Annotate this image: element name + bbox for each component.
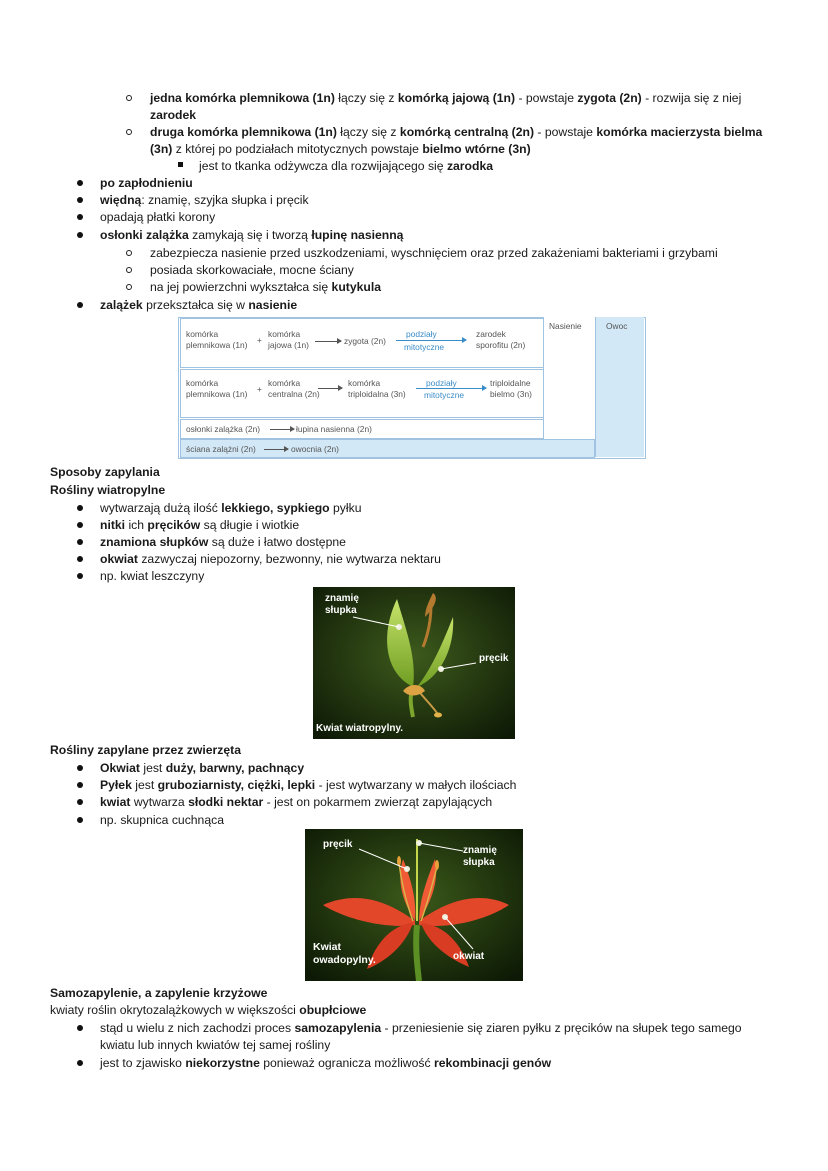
- section-subheading: Rośliny zapylane przez zwierzęta: [50, 743, 242, 757]
- text-line: wytwarzają dużą ilość lekkiego, sypkiego pyłku: [100, 501, 362, 515]
- bullet: [77, 556, 83, 562]
- text-line: jest to zjawisko niekorzystne ponieważ ogranicza możliwość rekombinacji genów: [100, 1056, 552, 1070]
- diagram-text: zygota (2n): [344, 336, 386, 346]
- diagram-arrow: [396, 340, 466, 341]
- diagram-text: plemnikowa (1n): [186, 389, 248, 399]
- text-line: kwiatu lub innych kwiatów tej samej rośliny: [100, 1038, 331, 1052]
- diagram-text: owocnia (2n): [291, 444, 339, 454]
- wind-pollinated-flower-image: [313, 587, 515, 739]
- bullet: [77, 539, 83, 545]
- bullet: [77, 180, 83, 186]
- column-header-fruit: Owoc: [606, 321, 628, 331]
- text-line: np. skupnica cuchnąca: [100, 813, 224, 827]
- diagram-text: komórka: [268, 378, 301, 388]
- diagram-text: ściana zalążni (2n): [186, 444, 256, 454]
- text-line: kwiat wytwarza słodki nektar - jest on pokarmem zwierząt zapylających: [100, 795, 493, 809]
- bullet: [77, 782, 83, 788]
- sub-bullet: [126, 95, 132, 101]
- text-line: zarodek: [150, 108, 197, 122]
- bullet: [77, 214, 83, 220]
- sub-bullet: [126, 284, 132, 290]
- text-line: np. kwiat leszczyny: [100, 569, 205, 583]
- text-line: Okwiat jest duży, barwny, pachnący: [100, 761, 305, 775]
- figure-label-stamen: pręcik: [479, 653, 509, 664]
- square-bullet: [178, 162, 183, 167]
- text-line: okwiat zazwyczaj niepozorny, bezwonny, nie wytwarza nektaru: [100, 552, 441, 566]
- text-line: stąd u wielu z nich zachodzi proces samozapylenia - przeniesienie się ziaren pyłku z pręcików na słupek tego samego: [100, 1021, 742, 1035]
- text-line: opadają płatki korony: [100, 210, 216, 224]
- diagram-text: łupina nasienna (2n): [296, 424, 372, 434]
- figure-label-stigma: znamię słupka: [463, 845, 497, 868]
- diagram-arrow: [315, 341, 341, 342]
- insect-pollinated-flower-image: [305, 829, 523, 981]
- figure-caption: Kwiat owadopylny.: [313, 941, 376, 966]
- bullet: [77, 1025, 83, 1031]
- section-subheading: Rośliny wiatropylne: [50, 483, 166, 497]
- bullet: [77, 1060, 83, 1066]
- sub-bullet: [126, 267, 132, 273]
- diagram-text: komórka: [268, 329, 301, 339]
- bullet: [77, 799, 83, 805]
- figure-caption: Kwiat wiatropylny.: [316, 723, 404, 734]
- bullet: [77, 505, 83, 511]
- column-header-seed: Nasienie: [549, 321, 582, 331]
- section-heading: Samozapylenie, a zapylenie krzyżowe: [50, 986, 268, 1000]
- bullet: [77, 522, 83, 528]
- bullet: [77, 232, 83, 238]
- text-line: Pyłek jest gruboziarnisty, ciężki, lepki - jest wytwarzany w małych ilościach: [100, 778, 517, 792]
- text-line: na jej powierzchni wykształca się kutykula: [150, 280, 381, 294]
- text-line: druga komórka plemnikowa (1n) łączy się z komórką centralną (2n) - powstaje komórka macierzysta bielma: [150, 125, 763, 139]
- diagram-text: osłonki zalążka (2n): [186, 424, 261, 434]
- diagram-text: +: [257, 384, 262, 394]
- bullet: [77, 573, 83, 579]
- diagram-text: mitotyczne: [424, 390, 465, 400]
- text-line: osłonki zalążka zamykają się i tworzą łupinę nasienną: [100, 228, 404, 242]
- sub-bullet: [126, 250, 132, 256]
- diagram-text: jajowa (1n): [268, 340, 309, 350]
- section-heading: Sposoby zapylania: [50, 465, 160, 479]
- diagram-arrow: [318, 388, 342, 389]
- seed-column: [543, 317, 596, 457]
- text-line: kwiaty roślin okrytozalążkowych w większości obupłciowe: [50, 1003, 367, 1017]
- text-line: więdną: znamię, szyjka słupka i pręcik: [100, 193, 309, 207]
- text-line: jest to tkanka odżywcza dla rozwijającego się zarodka: [199, 159, 493, 173]
- text-line: znamiona słupków są duże i łatwo dostępne: [100, 535, 346, 549]
- diagram-text: triploidalna (3n): [348, 389, 406, 399]
- diagram-text: podziały: [406, 329, 437, 339]
- bullet: [77, 817, 83, 823]
- diagram-text: centralna (2n): [268, 389, 320, 399]
- bullet: [77, 197, 83, 203]
- text-line: jedna komórka plemnikowa (1n) łączy się z komórką jajową (1n) - powstaje zygota (2n) - rozwija się z niej: [150, 91, 742, 105]
- text-line: zabezpiecza nasienie przed uszkodzeniami, wyschnięciem oraz przed zakażeniami bakteriami i grzybami: [150, 246, 718, 260]
- text-line: posiada skorkowaciałe, mocne ściany: [150, 263, 354, 277]
- diagram-text: sporofitu (2n): [476, 340, 526, 350]
- fruit-column: [594, 317, 644, 457]
- diagram-arrow: [264, 449, 288, 450]
- diagram-text: +: [257, 335, 262, 345]
- bullet: [77, 765, 83, 771]
- diagram-text: zarodek: [476, 329, 506, 339]
- diagram-text: komórka: [348, 378, 381, 388]
- figure-label-perianth: okwiat: [453, 951, 485, 962]
- diagram-text: bielmo (3n): [490, 389, 532, 399]
- diagram-text: podziały: [426, 378, 457, 388]
- bullet: [77, 302, 83, 308]
- diagram-arrow: [270, 429, 294, 430]
- figure-label-stamen: pręcik: [323, 839, 353, 850]
- figure-label-stigma: znamię słupka: [325, 593, 359, 616]
- diagram-text: komórka: [186, 378, 219, 388]
- diagram-text: plemnikowa (1n): [186, 340, 248, 350]
- sub-bullet: [126, 129, 132, 135]
- text-line: nitki ich pręcików są długie i wiotkie: [100, 518, 300, 532]
- text-line: po zapłodnieniu: [100, 176, 193, 190]
- diagram-text: mitotyczne: [404, 342, 445, 352]
- diagram-arrow: [416, 388, 486, 389]
- text-line: (3n) z której po podziałach mitotycznych powstaje bielmo wtórne (3n): [150, 142, 531, 156]
- diagram-text: triploidalne: [490, 378, 531, 388]
- text-line: zalążek przekształca się w nasienie: [100, 298, 298, 312]
- diagram-text: komórka: [186, 329, 219, 339]
- seed-fruit-diagram: [178, 317, 646, 459]
